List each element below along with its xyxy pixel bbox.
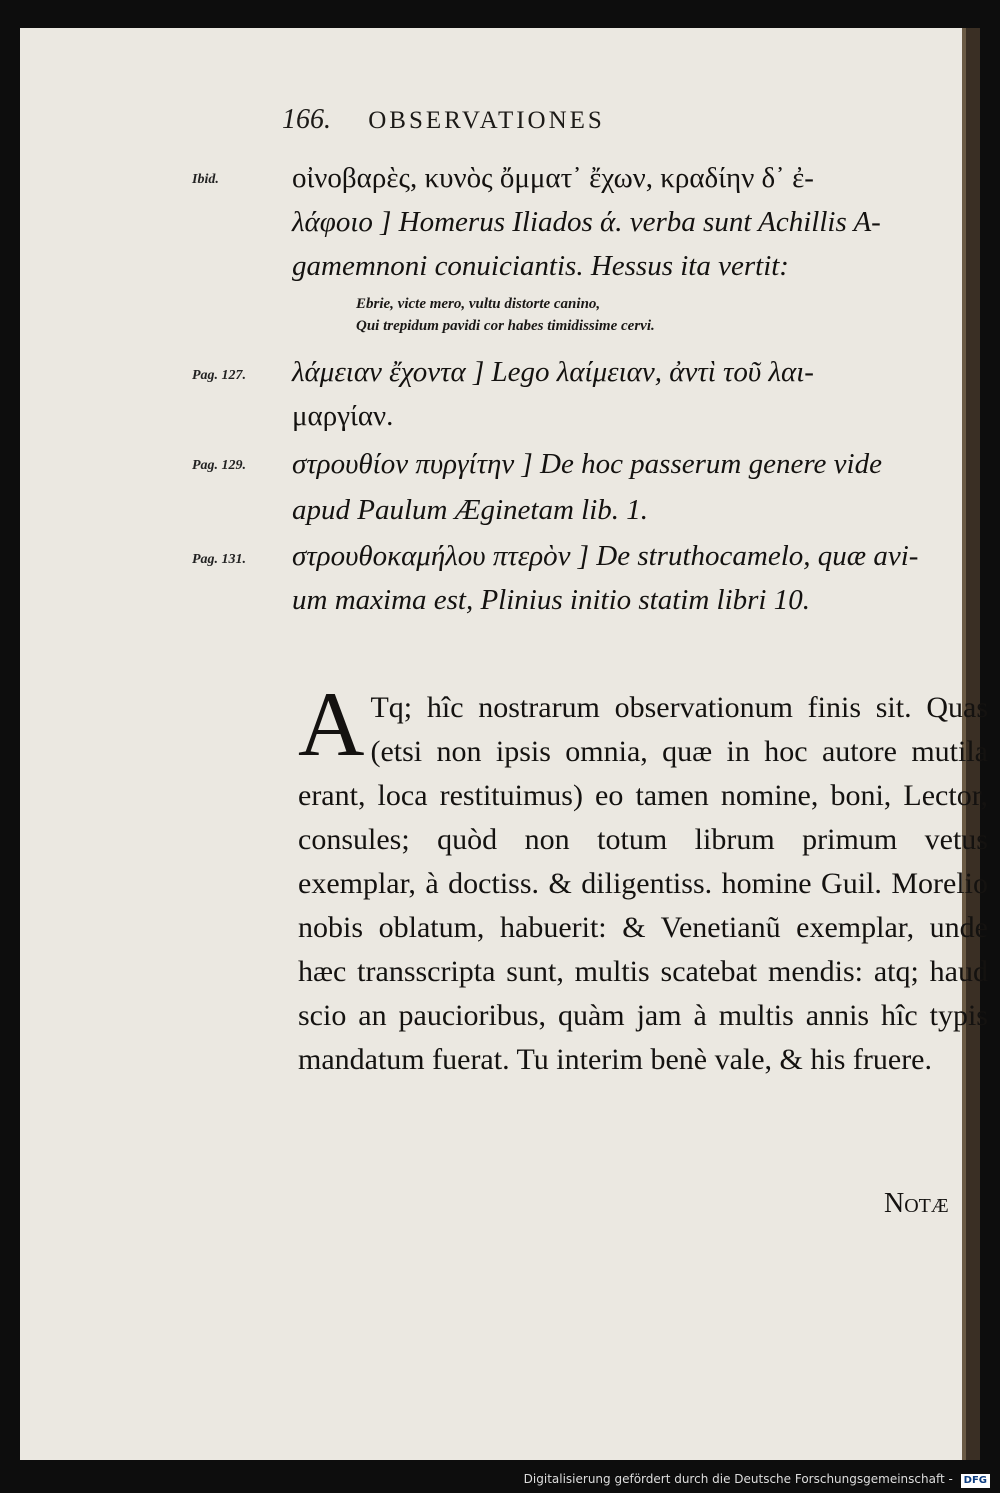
entry-line: οἰνοβαρὲς, κυνὸς ὄμματ᾽ ἔχων, κραδίην δ᾽ ἐ-	[292, 162, 814, 194]
margin-note: Pag. 127.	[192, 368, 247, 383]
entry-line: μαργίαν.	[292, 400, 394, 432]
closing-text: Tq; hîc nostrarum observationum finis sit. Quas (etsi non ipsis omnia, quæ in hoc autore mutila erant, loca restituimus) eo tamen nomine, boni, Lector, consules; quòd non totum librum primum vetus exemplar, à doctiss. & diligentiss. homine Guil. Morelio nobis oblatum, habuerit: & Venetianũ exemplar, unde hæc transscripta sunt, multis scatebat mendis: atq; haud scio an paucioribus, quàm jam à multis annis hîc typis mandatum fuerat. Tu interim benè vale, & his fruere.	[298, 691, 988, 1076]
closing-paragraph	[298, 673, 988, 1082]
entry-line: λάμειαν ἔχοντα ] Lego λαίμειαν, ἀντὶ τοῦ λαι-	[292, 356, 814, 388]
footer-credit	[0, 1466, 1000, 1493]
entry-line: gamemnoni conuiciantis. Hessus ita vertit:	[292, 250, 789, 282]
page-number: 166.	[282, 104, 331, 135]
entry-line: στρουθοκαμήλου πτερὸν ] De struthocamelo, quæ avi-	[292, 540, 919, 572]
entry-line: apud Paulum Æginetam lib. 1.	[292, 494, 649, 526]
entry-line: λάφοιο ] Homerus Iliados ά. verba sunt Achillis A-	[292, 206, 881, 238]
footer-text: Digitalisierung gefördert durch die Deutsche Forschungsgemeinschaft -	[523, 1472, 953, 1486]
page-title: OBSERVATIONES	[368, 107, 605, 134]
margin-note: Pag. 129.	[192, 458, 247, 473]
running-head	[282, 104, 605, 136]
book-page	[20, 28, 988, 1460]
margin-note: Ibid.	[192, 172, 219, 187]
dfg-logo: DFG	[961, 1474, 990, 1488]
entry-line: στρουθίον πυργίτην ] De hoc passerum genere vide	[292, 448, 882, 480]
margin-note: Pag. 131.	[192, 552, 247, 567]
drop-cap: A	[298, 673, 365, 775]
verse-line: Qui trepidum pavidi cor habes timidissime cervi.	[356, 318, 655, 334]
catchword: Notæ	[884, 1188, 949, 1219]
verse-line: Ebrie, victe mero, vultu distorte canino,	[356, 296, 601, 312]
entry-line: um maxima est, Plinius initio statim libri 10.	[292, 584, 810, 616]
